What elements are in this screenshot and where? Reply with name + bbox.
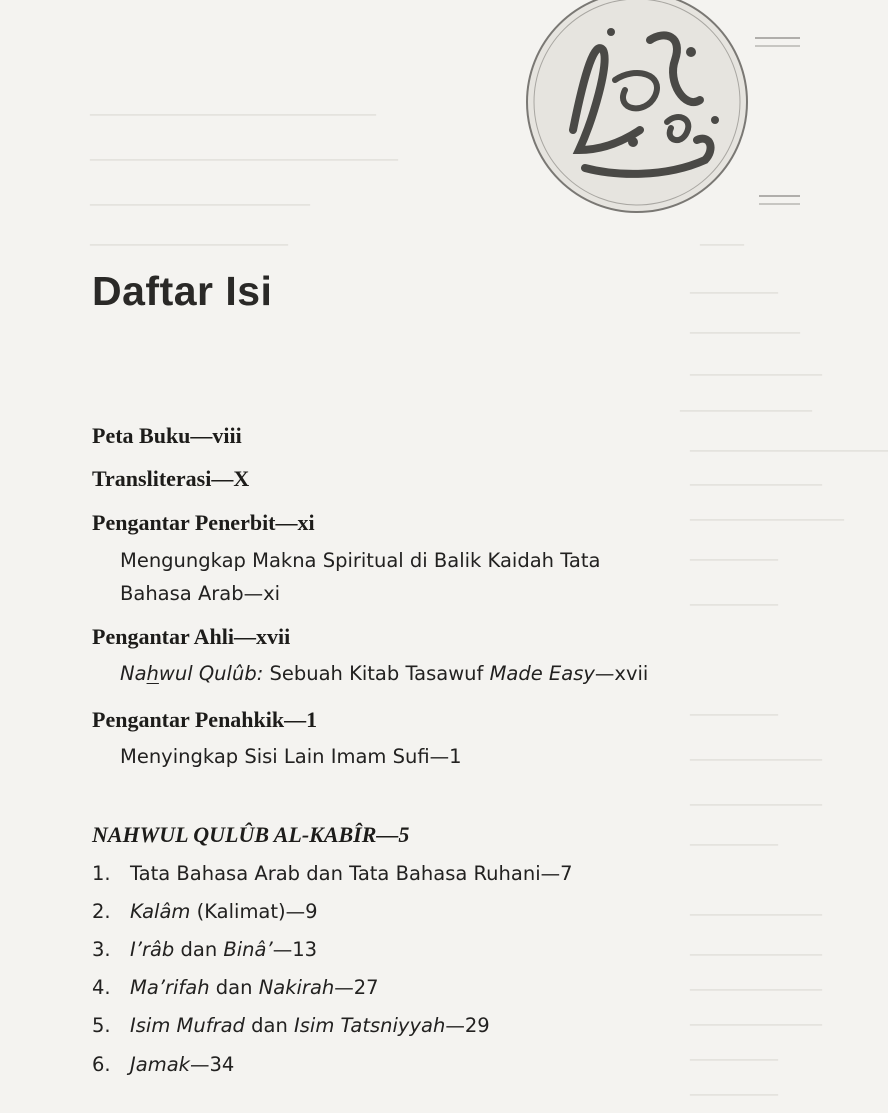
entry-page: X	[233, 466, 250, 491]
subentry-page: 1	[449, 745, 462, 768]
toc-chapter-2[interactable]: 2. Kalâm (Kalimat)—9	[92, 900, 318, 923]
subentry-page: xvii	[614, 662, 649, 685]
entry-page: viii	[212, 423, 242, 448]
toc-chapter-3[interactable]: 3. I’râb dan Binâ’—13	[92, 938, 318, 961]
entry-label: Pengantar Penahkik	[92, 707, 285, 732]
toc-entry-pengantar-penerbit[interactable]: Pengantar Penerbit—xi	[92, 510, 315, 535]
entry-page: xvii	[256, 624, 291, 649]
subentry-line-2: Bahasa Arab—xi	[120, 582, 281, 605]
toc-entry-peta-buku[interactable]: Peta Buku—viii	[92, 423, 242, 448]
toc-subentry-nahwul-qulub[interactable]: Nahwul Qulûb: Sebuah Kitab Tasawuf Made Easy—xvii	[120, 662, 649, 685]
page-show-through: —— ———— ————— —————— —————— ————————— —————— ——————— ———— ———— ———— —————— —————— ———— —————— —————— —————— —————— ———— ———— ————————————— —————————————— —————————— —————————	[90, 100, 888, 1105]
chapter-page: 9	[305, 900, 318, 923]
entry-label: Pengantar Ahli	[92, 624, 235, 649]
page-title: Daftar Isi	[92, 268, 273, 314]
chapter-page: 34	[209, 1053, 235, 1076]
toc-entry-pengantar-ahli[interactable]: Pengantar Ahli—xvii	[92, 624, 291, 649]
toc-chapter-5[interactable]: 5. Isim Mufrad dan Isim Tatsniyyah—29	[92, 1014, 490, 1037]
chapter-number: 4.	[92, 976, 111, 999]
entry-label: Pengantar Penerbit	[92, 510, 276, 535]
toc-entry-pengantar-penahkik[interactable]: Pengantar Penahkik—1	[92, 707, 318, 732]
chapter-number: 5.	[92, 1014, 111, 1037]
subentry-line-1: Mengungkap Makna Spiritual di Balik Kaidah Tata	[120, 549, 601, 572]
toc-chapter-6[interactable]: 6. Jamak—34	[92, 1053, 235, 1076]
arabic-calligraphy-medallion-icon	[515, 0, 800, 222]
chapter-number: 1.	[92, 862, 111, 885]
chapter-number: 6.	[92, 1053, 111, 1076]
entry-page: 1	[306, 707, 318, 732]
toc-chapter-1[interactable]: 1. Tata Bahasa Arab dan Tata Bahasa Ruhani—7	[92, 862, 573, 885]
toc-subentry-menyingkap-sisi[interactable]: Menyingkap Sisi Lain Imam Sufi—1	[120, 745, 462, 768]
chapter-page: 27	[353, 976, 379, 999]
chapter-page: 13	[292, 938, 318, 961]
entry-label: Peta Buku	[92, 423, 191, 448]
chapter-number: 2.	[92, 900, 111, 923]
chapter-page: 29	[464, 1014, 490, 1037]
toc-section-nahwul-qulub-al-kabir[interactable]: NAHWUL QULÛB AL-KABÎR—5	[92, 822, 410, 847]
entry-page: xi	[297, 510, 315, 535]
subentry-page: xi	[263, 582, 281, 605]
section-page: 5	[398, 822, 410, 847]
toc-entry-transliterasi[interactable]: Transliterasi—X	[92, 466, 250, 491]
section-label: NAHWUL QULÛB AL-KABÎR	[92, 822, 377, 847]
toc-chapter-4[interactable]: 4. Ma’rifah dan Nakirah—27	[92, 976, 379, 999]
entry-label: Transliterasi	[92, 466, 212, 491]
chapter-number: 3.	[92, 938, 111, 961]
toc-subentry-mengungkap-makna[interactable]	[120, 544, 600, 610]
chapter-page: 7	[560, 862, 573, 885]
